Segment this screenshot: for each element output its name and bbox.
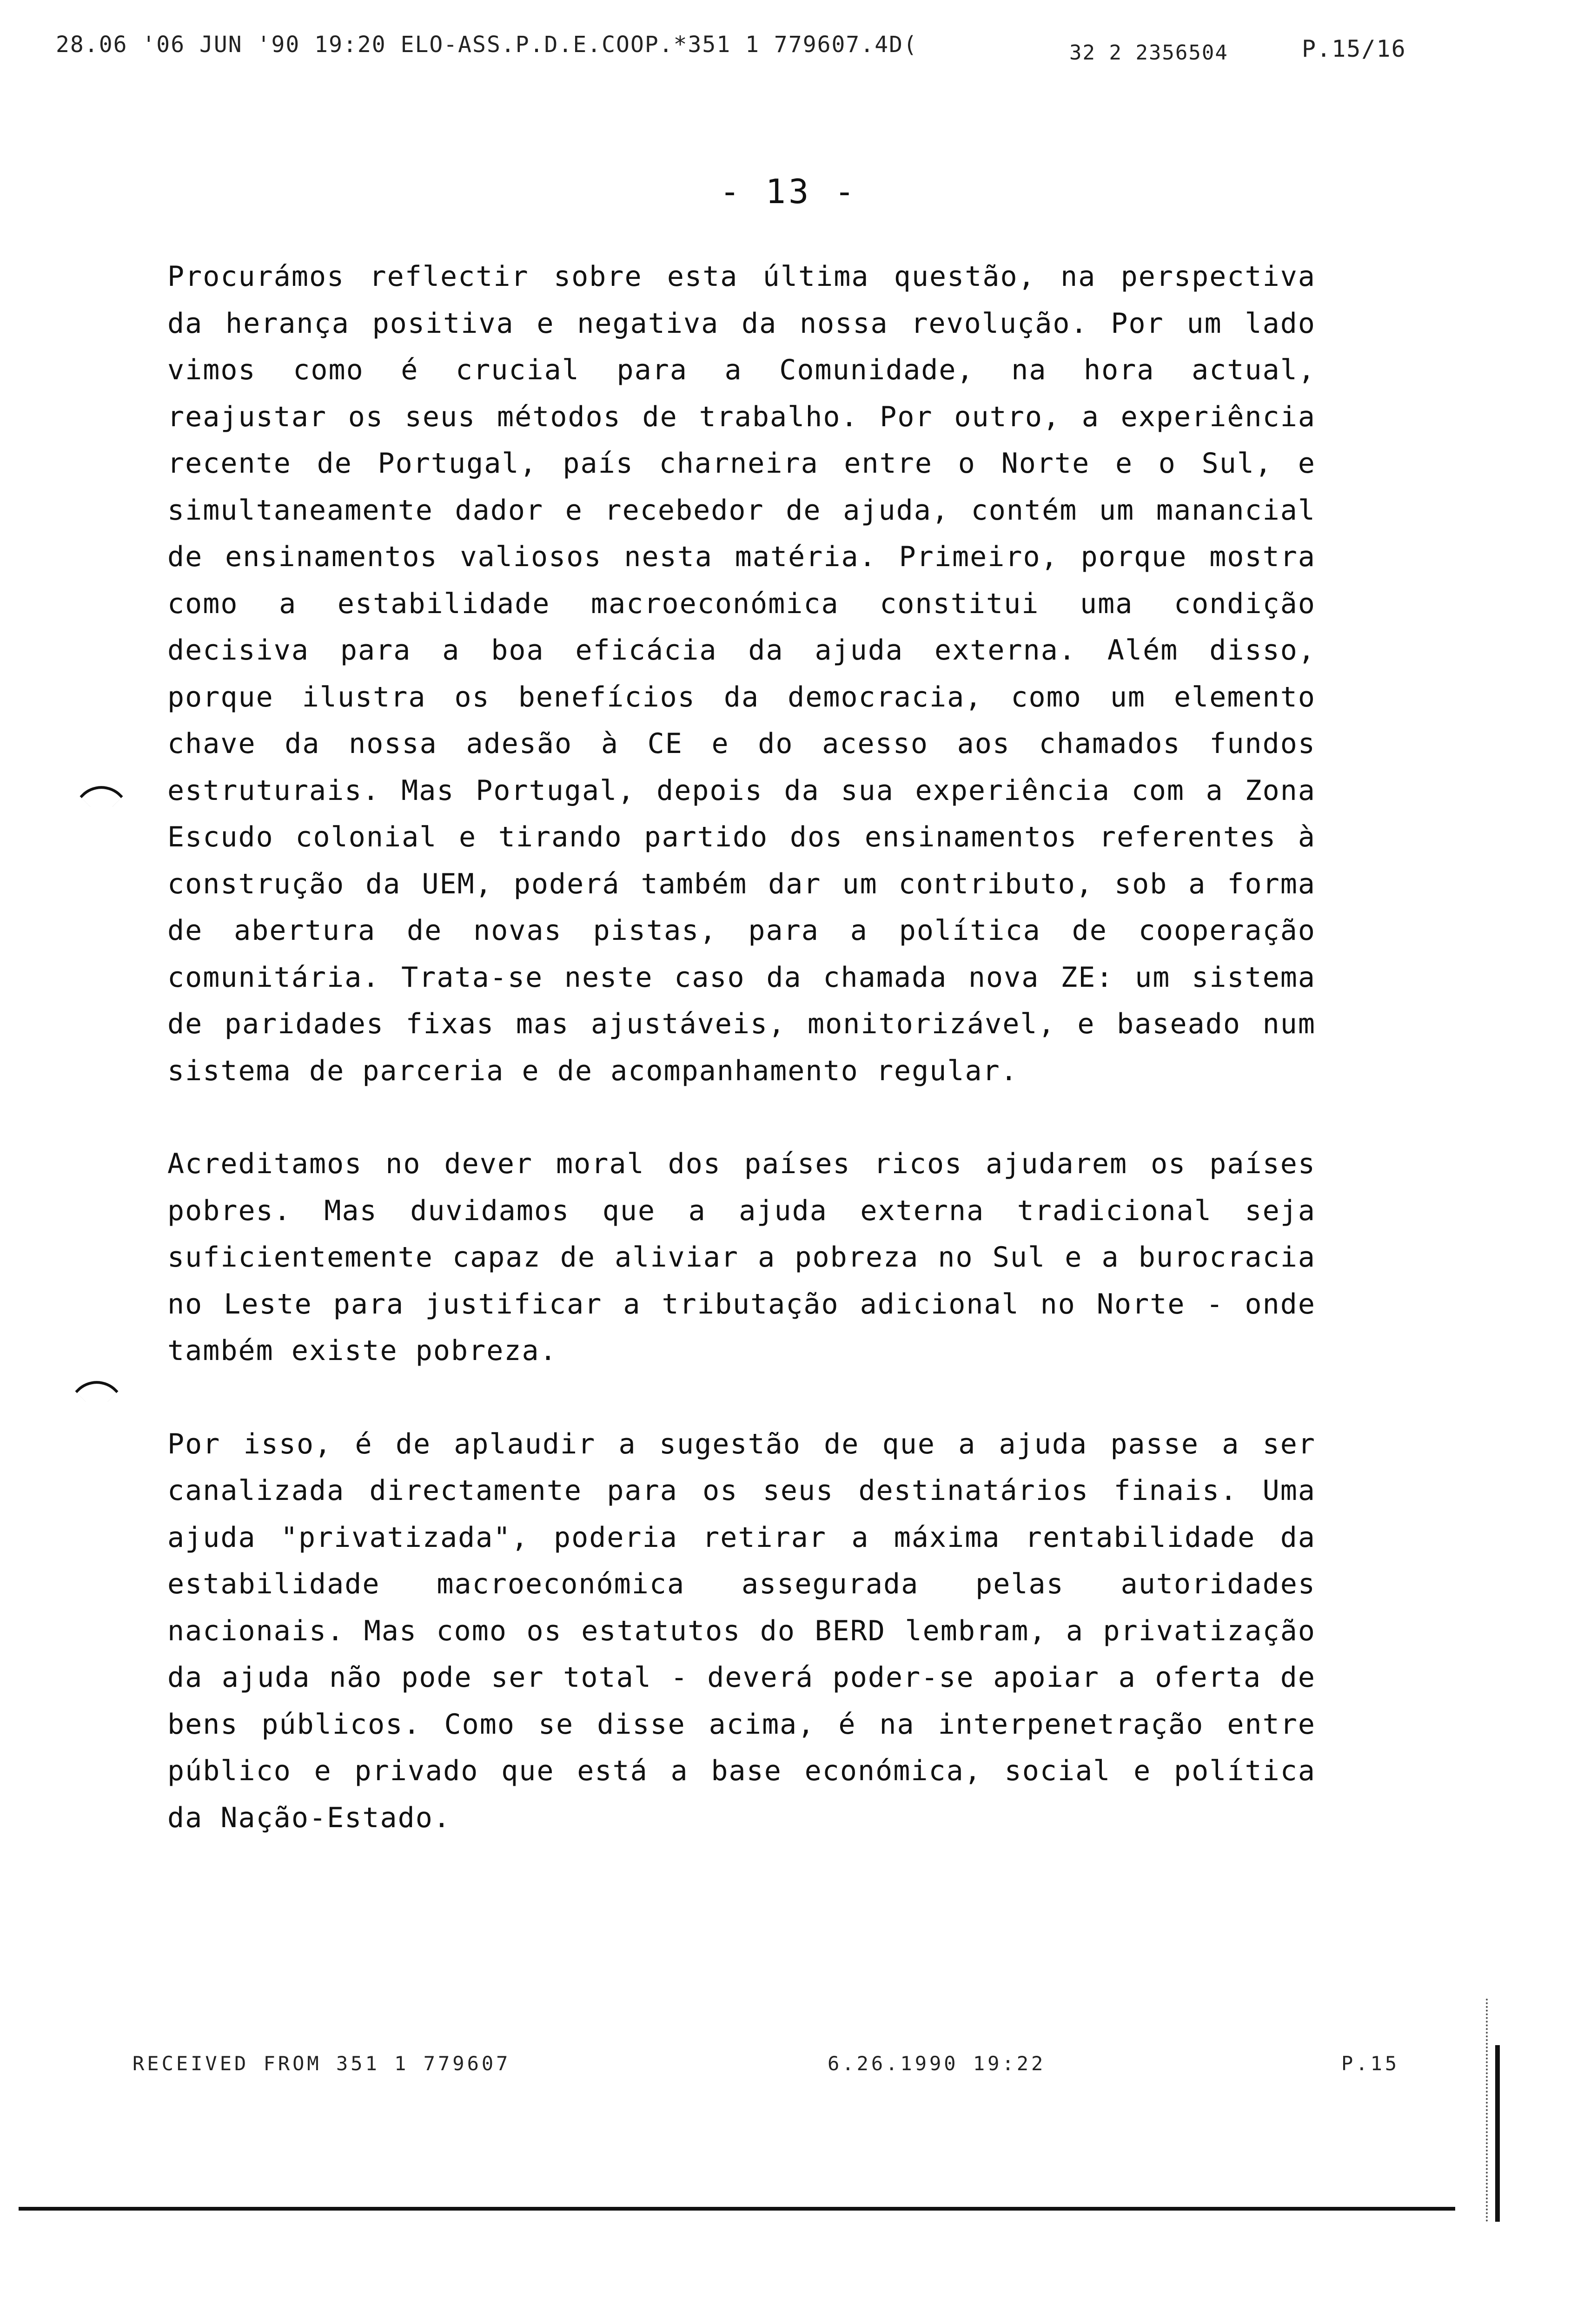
page-number: - 13 - (719, 172, 858, 211)
fax-footer-datetime: 6.26.1990 19:22 (828, 2052, 1046, 2075)
fax-header-transmission-line: 28.06 '06 JUN '90 19:20 ELO-ASS.P.D.E.COOP.*351 1 779607.4D( (56, 32, 918, 58)
margin-bracket-mark (75, 1369, 118, 1413)
margin-dotted-line (1486, 1999, 1490, 2222)
fax-header-phone: 32 2 2356504 (1069, 41, 1228, 65)
fax-footer-received-from: RECEIVED FROM 351 1 779607 (133, 2052, 511, 2075)
fax-footer (0, 2052, 1577, 2080)
paragraph-3: Por isso, é de aplaudir a sugestão de que a ajuda passe a ser canalizada directamente para os seus destinatários finais. Uma ajuda "privatizada", poderia retirar a máxima rentabilidade da estabilidade macroeconómica assegurada pelas autoridades nacionais. Mas como os estatutos do BERD lembram, a privatização da ajuda não pode ser total - deverá poder-se apoiar a oferta de bens públicos. Como se disse acima, é na interpenetração entre público e privado que está a base económica, social e política da Nação-Estado. (167, 1427, 1316, 1834)
paragraph-1: Procurámos reflectir sobre esta última questão, na perspectiva da herança positiva e negativa da nossa revolução. Por um lado vimos como é crucial para a Comunidade, na hora actual, reajustar os seus métodos de trabalho. Por outro, a experiência recente de Portugal, país charneira entre o Norte e o Sul, e simultaneamente dador e recebedor de ajuda, contém um manancial de ensinamentos valiosos nesta matéria. Primeiro, porque mostra como a estabilidade macroeconómica constitui uma condição decisiva para a boa eficácia da ajuda externa. Além disso, porque ilustra os benefícios da democracia, como um elemento chave da nossa adesão à CE e do acesso aos chamados fundos estruturais. Mas Portugal, depois da sua experiência com a Zona Escudo colonial e tirando partido dos ensinamentos referentes à construção da UEM, poderá também dar um contributo, sob a forma de abertura de novas pistas, para a política de cooperação comunitária. Trata-se neste caso da chamada nova ZE: um sistema de paridades fixas mas ajustáveis, monitorizável, e baseado num sistema de parceria e de acompanhamento regular. (167, 260, 1316, 1087)
fax-header (56, 18, 1577, 73)
fax-footer-page: P.15 (1341, 2052, 1400, 2075)
margin-bracket-mark (80, 774, 123, 818)
fax-header-page: P.15/16 (1302, 35, 1406, 62)
document-body (167, 253, 1316, 1841)
bottom-rule (19, 2207, 1455, 2211)
paragraph-2: Acreditamos no dever moral dos países ricos ajudarem os países pobres. Mas duvidamos que a ajuda externa tradicional seja suficientemente capaz de aliviar a pobreza no Sul e a burocracia no Leste para justificar a tributação adicional no Norte - onde também existe pobreza. (167, 1148, 1316, 1367)
